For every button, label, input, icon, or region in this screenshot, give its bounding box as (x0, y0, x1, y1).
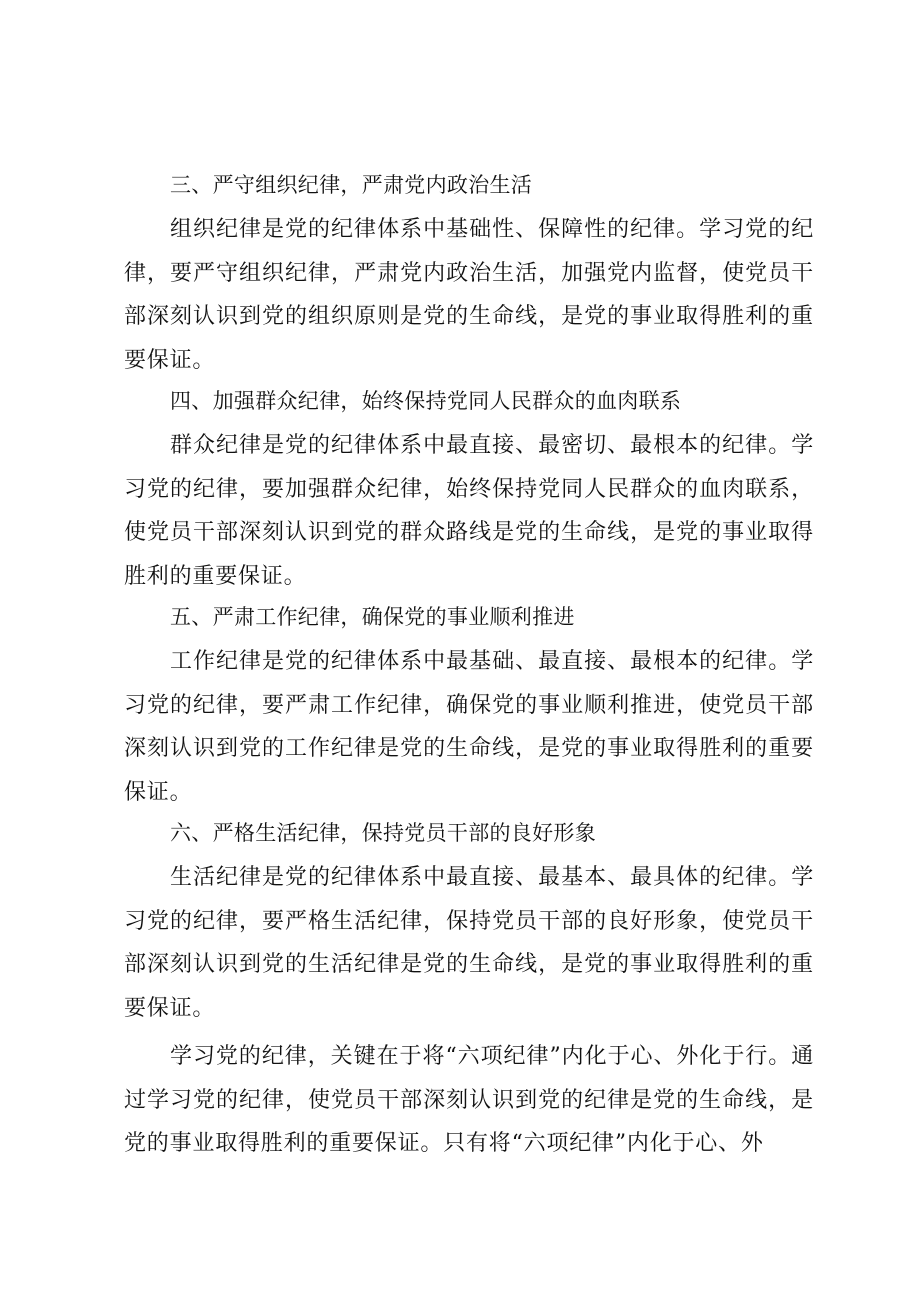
section-heading-5: 五、严肃工作纪律，确保党的事业顺利推进 (170, 605, 575, 629)
section-paragraph-3: 组织纪律是党的纪律体系中基础性、保障性的纪律。学习党的纪律，要严守组织纪律，严肃党内政治生活，加强党内监督，使党员干部深刻认识到党的组织原则是党的生命线，是党的事业取得胜利的重要保证。 (124, 217, 814, 373)
section-paragraph-4: 群众纪律是党的纪律体系中最直接、最密切、最根本的纪律。学习党的纪律，要加强群众纪律，始终保持党同人民群众的血肉联系，使党员干部深刻认识到党的群众路线是党的生命线，是党的事业取得胜利的重要保证。 (124, 433, 814, 589)
closing-paragraph: 学习党的纪律，关键在于将“六项纪律”内化于心、外化于行。通过学习党的纪律，使党员干部深刻认识到党的纪律是党的生命线，是党的事业取得胜利的重要保证。只有将“六项纪律”内化于心、外 (124, 1044, 814, 1156)
section-heading-4: 四、加强群众纪律，始终保持党同人民群众的血肉联系 (170, 389, 682, 413)
section-heading-6: 六、严格生活纪律，保持党员干部的良好形象 (170, 821, 596, 845)
section-heading-3: 三、严守组织纪律，严肃党内政治生活 (170, 173, 533, 197)
section-paragraph-6: 生活纪律是党的纪律体系中最直接、最基本、最具体的纪律。学习党的纪律，要严格生活纪律，保持党员干部的良好形象，使党员干部深刻认识到党的生活纪律是党的生命线，是党的事业取得胜利的重要保证。 (124, 865, 814, 1021)
section-paragraph-5: 工作纪律是党的纪律体系中最基础、最直接、最根本的纪律。学习党的纪律，要严肃工作纪律，确保党的事业顺利推进，使党员干部深刻认识到党的工作纪律是党的生命线，是党的事业取得胜利的重要保证。 (124, 649, 814, 805)
